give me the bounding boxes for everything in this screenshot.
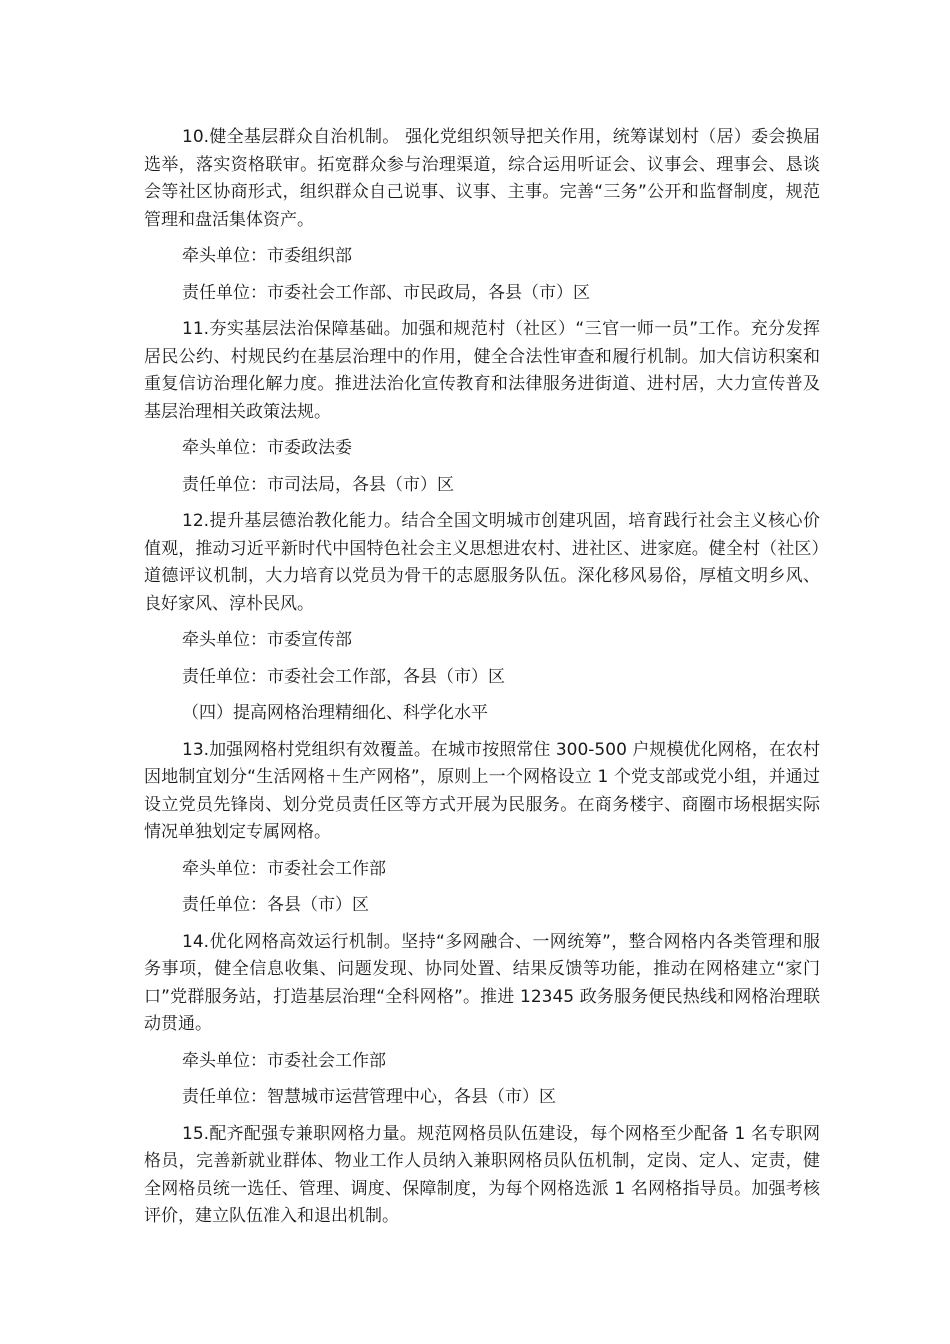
item-12-paragraph: 12.提升基层德治教化能力。结合全国文明城市创建巩固，培育践行社会主义核心价值观，推动习近平新时代中国特色社会主义思想进农村、进社区、进家庭。健全村（社区）道德评议机制，大力培育以党员为骨干的志愿服务队伍。深化移风易俗，厚植文明乡风、良好家风、淳朴民风。 bbox=[144, 511, 820, 614]
item-13-paragraph: 13.加强网格村党组织有效覆盖。在城市按照常住 300-500 户规模优化网格，在农村因地制宜划分“生活网格＋生产网格”，原则上一个网格设立 1 个党支部或党小组，并通过设立党员先锋岗、划分党员责任区等方式开展为民服务。在商务楼宇、商圈市场根据实际情况单独划定专属网格。 bbox=[144, 739, 820, 842]
item-12-responsible-unit: 责任单位：市委社会工作部，各县（市）区 bbox=[182, 666, 505, 687]
item-13-lead-unit: 牵头单位：市委社会工作部 bbox=[182, 858, 386, 879]
section-4-heading: （四）提高网格治理精细化、科学化水平 bbox=[182, 703, 488, 723]
item-14-lead-unit: 牵头单位：市委社会工作部 bbox=[182, 1050, 386, 1071]
item-13-responsible-unit: 责任单位：各县（市）区 bbox=[182, 895, 369, 915]
item-11-paragraph: 11.夯实基层法治保障基础。加强和规范村（社区）“三官一师一员”工作。充分发挥居民公约、村规民约在基层治理中的作用，健全合法性审查和履行机制。加大信访积案和重复信访治理化解力度。推进法治化宣传教育和法律服务进街道、进村居，大力宣传普及基层治理相关政策法规。 bbox=[144, 319, 820, 422]
item-10-lead-unit: 牵头单位：市委组织部 bbox=[182, 246, 352, 266]
document-page bbox=[144, 124, 820, 1231]
item-11-lead-unit: 牵头单位：市委政法委 bbox=[182, 438, 352, 458]
item-14-paragraph: 14.优化网格高效运行机制。坚持“多网融合、一网统筹”，整合网格内各类管理和服务事项，健全信息收集、问题发现、协同处置、结果反馈等功能，推动在网格建立“家门口”党群服务站，打造基层治理“全科网格”。推进 12345 政务服务便民热线和网格治理联动贯通。 bbox=[144, 931, 820, 1034]
item-14-responsible-unit: 责任单位：智慧城市运营管理中心，各县（市）区 bbox=[182, 1087, 556, 1107]
item-15-paragraph: 15.配齐配强专兼职网格力量。规范网格员队伍建设，每个网格至少配备 1 名专职网格员，完善新就业群体、物业工作人员纳入兼职网格员队伍机制，定岗、定人、定责，健全网格员统一选任、管理、调度、保障制度，为每个网格选派 1 名网格指导员。加强考核评价，建立队伍准入和退出机制。 bbox=[144, 1123, 820, 1226]
item-12-lead-unit: 牵头单位：市委宣传部 bbox=[182, 630, 352, 650]
item-10-responsible-unit: 责任单位：市委社会工作部、市民政局，各县（市）区 bbox=[182, 282, 590, 303]
item-10-paragraph: 10.健全基层群众自治机制。 强化党组织领导把关作用，统筹谋划村（居）委会换届选举，落实资格联审。拓宽群众参与治理渠道，综合运用听证会、议事会、理事会、恳谈会等社区协商形式，组织群众自己说事、议事、主事。完善“三务”公开和监督制度，规范管理和盘活集体资产。 bbox=[144, 127, 820, 230]
item-11-responsible-unit: 责任单位：市司法局，各县（市）区 bbox=[182, 474, 454, 495]
